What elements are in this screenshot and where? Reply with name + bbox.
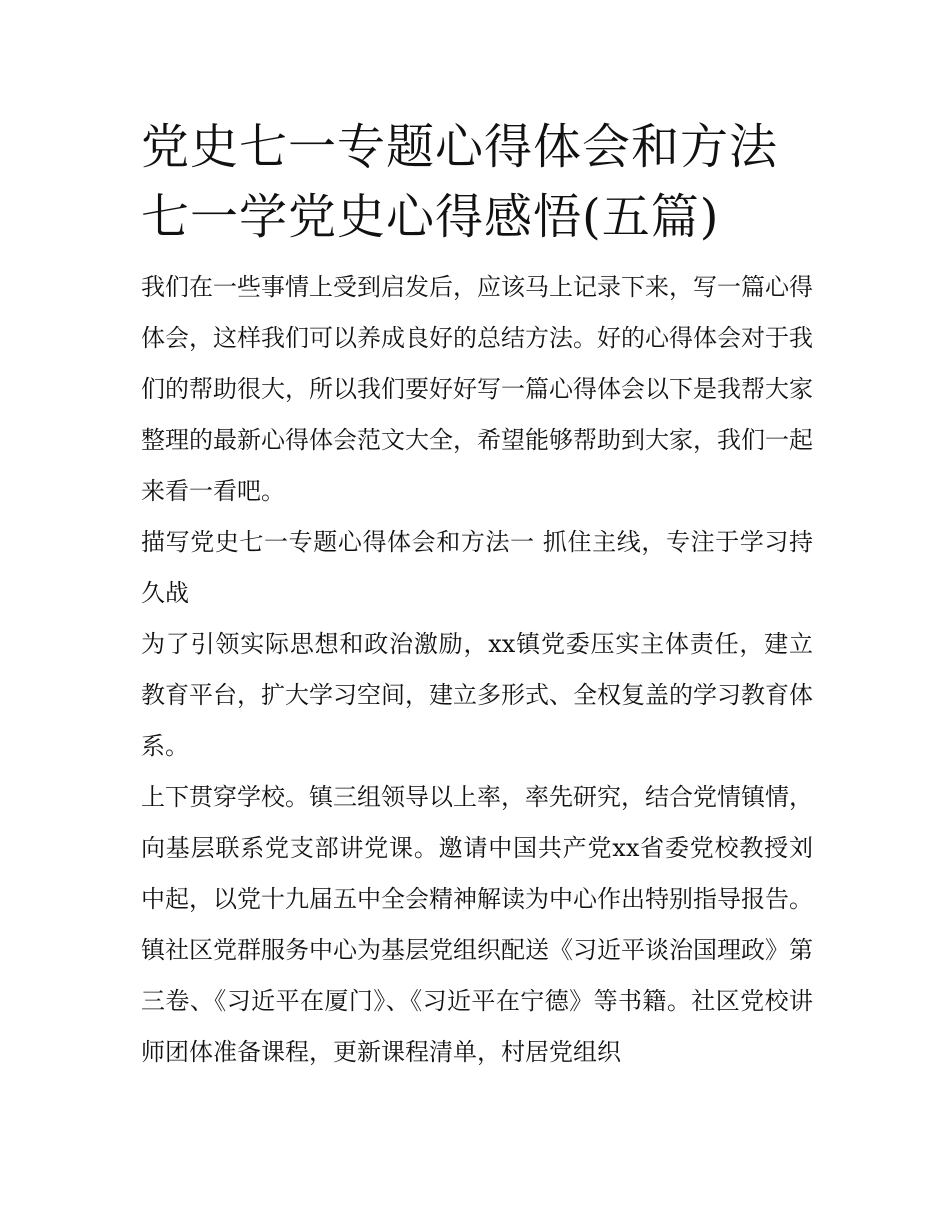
document-page <box>141 112 813 1078</box>
section-heading: 描写党史七一专题心得体会和方法一 抓住主线，专注于学习持久战 <box>141 528 813 607</box>
paragraph-school: 上下贯穿学校。镇三组领导以上率，率先研究，结合党情镇情，向基层联系党支部讲党课。邀请中国共产党xx省委党校教授刘中起，以党十九届五中全会精神解读为中心作出特别指导报告。镇社区党群服务中心为基层党组织配送《习近平谈治国理政》第三卷、《习近平在厦门》、《习近平在宁德》等书籍。社区党校讲师团体准备课程，更新课程清单，村居党组织 <box>141 783 813 1066</box>
paragraph-intro: 我们在一些事情上受到启发后，应该马上记录下来，写一篇心得体会，这样我们可以养成良好的总结方法。好的心得体会对于我们的帮助很大，所以我们要好好写一篇心得体会以下是我帮大家整理的最新心得体会范文大全，希望能够帮助到大家，我们一起来看一看吧。 <box>141 273 813 505</box>
paragraph-platform: 为了引领实际思想和政治激励，xx镇党委压实主体责任，建立教育平台，扩大学习空间，建立多形式、全权复盖的学习教育体系。 <box>141 630 813 760</box>
document-title: 党史七一专题心得体会和方法七一学党史心得感悟(五篇) <box>141 119 779 245</box>
